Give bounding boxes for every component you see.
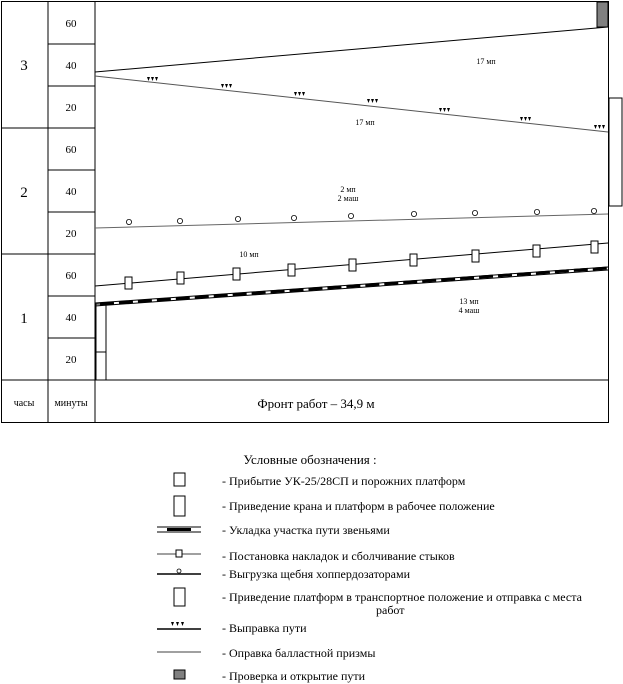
legend-track-check-icon [155, 668, 203, 682]
legend-track-straightening-icon [155, 619, 203, 635]
work-front-label: Фронт работ – 34,9 м [257, 396, 375, 411]
departure-box [609, 98, 622, 206]
legend-item: - Выправка пути [222, 621, 307, 635]
joints-mp-label: 10 мп [239, 250, 259, 259]
arrival-box [96, 304, 106, 352]
legend-crane-setup-icon [155, 494, 203, 518]
legend-track-laying-icon [155, 522, 203, 536]
legend-gravel-unloading-icon [155, 566, 203, 580]
minute-label: 60 [65, 144, 77, 156]
hour-label: 2 [20, 185, 28, 201]
laying-mash-label: 4 маш [458, 306, 480, 315]
minute-label: 40 [65, 60, 77, 72]
crane-setup-box [96, 352, 106, 380]
track-check-box [597, 2, 608, 27]
legend-item: - Проверка и открытие пути [222, 669, 366, 683]
minute-label: 60 [65, 270, 77, 282]
gravel-mp-label: 2 мп [340, 185, 356, 194]
joint-bolting-markers [125, 241, 598, 289]
hours-column-label: часы [13, 398, 35, 409]
track-straightening-line [95, 76, 608, 132]
legend-ballast-dressing-icon [155, 646, 203, 658]
ballast-mp-label: 17 мп [476, 57, 496, 66]
track-laying-dashes [100, 268, 608, 304]
legend-item: работ [376, 603, 405, 617]
minute-label: 60 [65, 18, 77, 30]
legend-item: - Оправка балластной призмы [222, 646, 376, 660]
legend-item: - Приведение платформ в транспортное положение и отправка с места [222, 590, 582, 604]
laying-mp-label: 13 мп [459, 297, 479, 306]
minute-label: 40 [65, 186, 77, 198]
minute-label: 20 [65, 354, 77, 366]
minute-label: 20 [65, 102, 77, 114]
ballast-dressing-line [95, 27, 608, 72]
legend-transport-position-icon [155, 586, 203, 610]
minute-label: 20 [65, 228, 77, 240]
minutes-column-label: минуты [54, 398, 88, 409]
legend-item: - Укладка участка пути звеньями [222, 523, 390, 537]
hour-label: 3 [20, 58, 28, 74]
track-laying-line [95, 270, 608, 306]
legend-item: - Постановка накладок и сболчивание стыков [222, 549, 455, 563]
straightening-mp-label: 17 мп [355, 118, 375, 127]
legend-title: Условные обозначения : [243, 452, 377, 467]
schedule-grid [1, 1, 609, 423]
legend-arrival-icon [155, 470, 203, 490]
track-straightening-markers [147, 77, 605, 129]
legend-item: - Прибытие УК-25/28СП и порожних платформ [222, 474, 466, 488]
legend-item: - Приведение крана и платформ в рабочее положение [222, 499, 495, 513]
minute-label: 40 [65, 312, 77, 324]
hour-label: 1 [20, 311, 28, 327]
gravel-mash-label: 2 маш [337, 194, 359, 203]
legend-joint-bolting-icon [155, 547, 203, 561]
legend-item: - Выгрузка щебня хоппердозаторами [222, 567, 410, 581]
